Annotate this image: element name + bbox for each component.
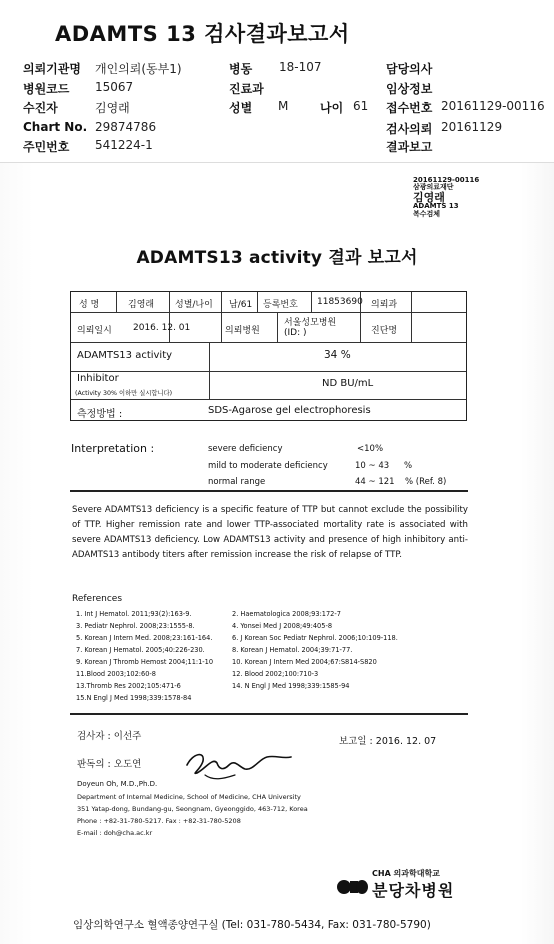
dept-label: 진료과 <box>229 82 264 96</box>
stamp-line5: 복수검체 <box>413 209 441 218</box>
reqdate-value: 2016. 12. 01 <box>133 323 191 333</box>
reference-item: 7. Korean J Hematol. 2005;40:226-230. <box>76 646 205 654</box>
logo-university: CHA 의과학대학교 <box>372 869 440 878</box>
reference-item: 1. Int J Hematol. 2011;93(2):163-9. <box>76 610 192 618</box>
page-title: ADAMTS 13 검사결과보고서 <box>55 22 350 46</box>
cha-logo-icon <box>336 879 368 895</box>
table-rule <box>169 292 170 342</box>
receipt-label: 접수번호 <box>386 101 433 115</box>
tester-line: 검사자 : 이선주 <box>77 731 142 742</box>
reqhosp-label: 의뢰병원 <box>225 326 260 336</box>
reference-item: 4. Yonsei Med J 2008;49:405-8 <box>232 622 333 630</box>
chart-value: 29874786 <box>95 120 157 134</box>
address-line: 351 Yatap-dong, Bundang-gu, Seongnam, Gyeonggido, 463-712, Korea <box>77 805 308 813</box>
table-rule <box>257 292 258 312</box>
reference-item: 2. Haematologica 2008;93:172-7 <box>232 610 341 618</box>
interp-row-unit: % (Ref. 8) <box>405 477 447 487</box>
result-table <box>70 291 467 421</box>
reference-item: 8. Korean J Hematol. 2004;39:71-77. <box>232 646 353 654</box>
signature-image <box>183 745 293 785</box>
chart-label: Chart No. <box>23 120 88 134</box>
interpretation-label: Interpretation : <box>71 442 155 455</box>
address-line: Department of Internal Medicine, School of Medicine, CHA University <box>77 793 301 801</box>
reference-item: 14. N Engl J Med 1998;339:1585-94 <box>232 682 350 690</box>
diag-label: 진단명 <box>371 326 398 336</box>
id-label: (ID: ) <box>284 328 307 338</box>
report-header <box>0 0 554 162</box>
section-divider <box>70 713 468 715</box>
method-value: SDS-Agarose gel electrophoresis <box>208 405 371 416</box>
sex-value: M <box>278 99 289 113</box>
address-line: E-mail : doh@cha.ac.kr <box>77 829 153 837</box>
report-date: 보고일 : 2016. 12. 07 <box>339 736 437 747</box>
interp-row-range: 44 ~ 121 <box>355 477 395 487</box>
table-rule <box>71 312 466 313</box>
stamp-line4: ADAMTS 13 <box>413 202 459 211</box>
age-value: 61 <box>353 99 369 113</box>
org-value: 개인의뢰(동부1) <box>95 62 182 76</box>
doctor-name: Doyeun Oh, M.D.,Ph.D. <box>77 780 158 788</box>
reference-item: 15.N Engl J Med 1998;339:1578-84 <box>76 694 192 702</box>
table-rule <box>411 292 412 342</box>
interpretation-paragraph: Severe ADAMTS13 deficiency is a specific feature of TTP but cannot exclude the possibility of TTP. Higher remission rate and lower TTP-associated mortality rate is associated with severe ADAMTS13 deficiency. Low ADAMTS13 activity and presence of high inhibitory anti-ADAMTS13 antibody titers after remission increase the risk of relapse of TTP. <box>72 505 468 560</box>
table-rule <box>221 292 222 342</box>
regno-value: 11853690 <box>317 297 363 307</box>
interp-row-range: <10% <box>357 444 384 454</box>
reference-item: 3. Pediatr Nephrol. 2008;23:1555-8. <box>76 622 195 630</box>
sexage-label: 성별/나이 <box>175 300 213 310</box>
table-rule <box>209 342 210 399</box>
ward-value: 18-107 <box>279 60 322 74</box>
table-rule <box>116 292 117 312</box>
method-label: 측정방법 : <box>77 409 123 420</box>
regno-label: 등록번호 <box>263 300 298 310</box>
age-label: 나이 <box>320 101 344 115</box>
dept-label: 의뢰과 <box>371 300 398 310</box>
report-title: ADAMTS13 activity 결과 보고서 <box>136 248 418 268</box>
address-line: Phone : +82-31-780-5217. Fax : +82-31-780-5208 <box>77 817 241 825</box>
report-footer: 임상의학연구소 혈액종양연구실 (Tel: 031-780-5434, Fax: 031-780-5790) <box>73 919 431 931</box>
table-rule <box>71 371 466 372</box>
logo-hospital-name: 분당차병원 <box>372 881 455 900</box>
specimen-stamp <box>413 177 479 218</box>
reference-item: 5. Korean J Intern Med. 2008;23:161-164. <box>76 634 213 642</box>
request-label: 검사의뢰 <box>386 122 433 136</box>
reference-item: 12. Blood 2002;100:710-3 <box>232 670 319 678</box>
name-value: 김영래 <box>128 300 155 310</box>
interp-row-name: severe deficiency <box>208 444 283 454</box>
interp-row-name: mild to moderate deficiency <box>208 461 328 471</box>
inhibitor-note: (Activity 30% 이하만 실시합니다) <box>75 390 173 397</box>
stamp-name: 김영래 <box>413 190 445 204</box>
table-rule <box>277 312 278 342</box>
section-divider <box>70 490 468 492</box>
interp-row-name: normal range <box>208 477 266 487</box>
table-rule <box>71 342 466 343</box>
ssn-label: 주민번호 <box>23 140 70 154</box>
table-rule <box>311 292 312 312</box>
sexage-value: 남/61 <box>229 300 253 310</box>
org-label: 의뢰기관명 <box>23 62 81 76</box>
reference-item: 10. Korean J Intern Med 2004;67:S814-S820 <box>232 658 377 666</box>
hospcode-label: 병원코드 <box>23 82 70 96</box>
doctor-label: 담당의사 <box>386 62 433 76</box>
interp-row-range: 10 ~ 43 <box>355 461 390 471</box>
reference-item: 13.Thromb Res 2002;105:471-6 <box>76 682 181 690</box>
reference-item: 6. J Korean Soc Pediatr Nephrol. 2006;10:109-118. <box>232 634 398 642</box>
reference-item: 9. Korean J Thromb Hemost 2004;11:1-10 <box>76 658 214 666</box>
activity-label: ADAMTS13 activity <box>77 350 173 361</box>
result-label: 결과보고 <box>386 140 433 154</box>
patient-value: 김영래 <box>95 101 130 115</box>
ward-label: 병동 <box>229 62 253 76</box>
reqhosp-value: 서울성모병원 <box>284 318 337 328</box>
ssn-value: 541224-1 <box>95 138 153 152</box>
patient-label: 수진자 <box>23 101 58 115</box>
hospcode-value: 15067 <box>95 80 134 94</box>
sex-label: 성별 <box>229 101 253 115</box>
table-rule <box>71 399 466 400</box>
request-value: 20161129 <box>441 120 503 134</box>
references-heading: References <box>72 594 123 604</box>
activity-value: 34 % <box>324 349 351 361</box>
clinical-label: 임상정보 <box>386 82 433 96</box>
scanned-report <box>0 162 554 944</box>
reference-item: 11.Blood 2003;102:60-8 <box>76 670 156 678</box>
reqdate-label: 의뢰일시 <box>77 326 112 336</box>
inhibitor-label: Inhibitor <box>77 373 119 384</box>
stamp-line1: 20161129-00116 <box>413 176 480 184</box>
stamp-line2: 삼광의료재단 <box>413 183 454 192</box>
inhibitor-value: ND BU/mL <box>322 378 374 389</box>
interp-row-unit: % <box>404 461 413 471</box>
reader-line: 판독의 : 오도연 <box>77 759 142 770</box>
receipt-value: 20161129-00116 <box>441 99 545 113</box>
name-label: 성 명 <box>79 300 100 310</box>
